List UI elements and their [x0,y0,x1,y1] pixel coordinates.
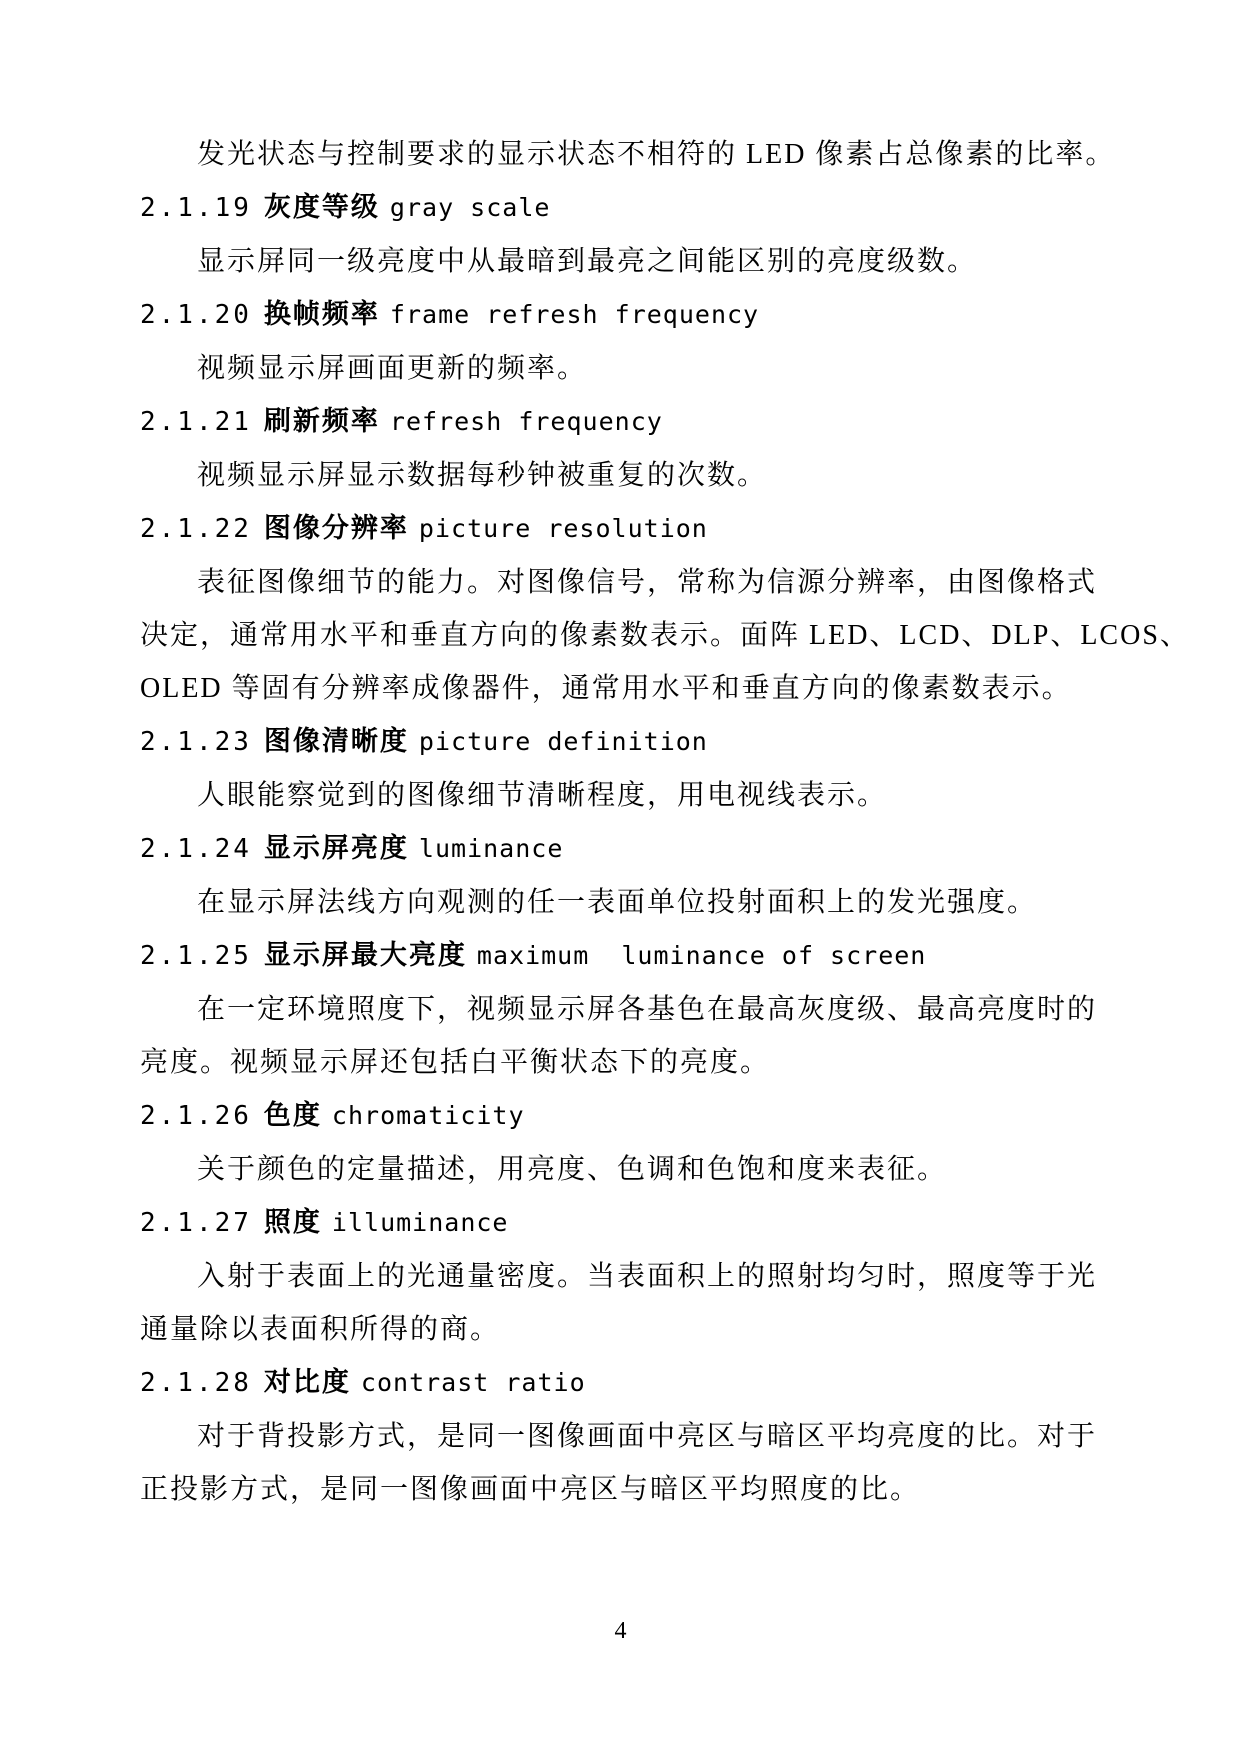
term-en: luminance [418,834,564,863]
term-heading [140,502,1125,556]
term-en: picture resolution [418,514,708,543]
term-number: 2.1.24 [140,834,252,864]
term-en: picture definition [418,727,708,756]
body-line: 关于颜色的定量描述，用亮度、色调和色饱和度来表征。 [197,1154,948,1185]
term-en: gray scale [389,193,551,222]
term-heading [140,929,1125,983]
term-heading [140,181,1125,235]
page-footer [0,1618,1241,1645]
term-number: 2.1.19 [140,193,252,223]
term-heading [140,1196,1125,1250]
term-heading [140,715,1125,769]
body-line: 在显示屏法线方向观测的任一表面单位投射面积上的发光强度。 [197,887,1038,918]
term-number: 2.1.25 [140,941,252,971]
term-en: frame refresh frequency [389,300,760,329]
term-en: contrast ratio [360,1368,586,1397]
body-line: 亮度。视频显示屏还包括白平衡状态下的亮度。 [140,1047,771,1078]
body-line: 对于背投影方式，是同一图像画面中亮区与暗区平均亮度的比。对于 [197,1421,1098,1452]
body-line: 视频显示屏显示数据每秒钟被重复的次数。 [197,460,768,491]
term-zh: 图像分辨率 [263,513,409,543]
term-en: illuminance [331,1208,509,1237]
page-number: 4 [614,1618,627,1644]
body-line: 通量除以表面积所得的商。 [140,1314,501,1345]
term-zh: 灰度等级 [263,192,380,222]
term-zh: 对比度 [263,1367,351,1397]
term-heading [140,822,1125,876]
term-number: 2.1.26 [140,1101,252,1131]
body-line: 人眼能察觉到的图像细节清晰程度，用电视线表示。 [197,780,888,811]
body-line: 入射于表面上的光通量密度。当表面积上的照射均匀时，照度等于光 [197,1261,1098,1292]
term-number: 2.1.20 [140,300,252,330]
term-zh: 显示屏亮度 [263,833,409,863]
term-number: 2.1.23 [140,727,252,757]
term-number: 2.1.28 [140,1368,252,1398]
body-line: 正投影方式，是同一图像画面中亮区与暗区平均照度的比。 [140,1474,921,1505]
body-line: 在一定环境照度下，视频显示屏各基色在最高灰度级、最高亮度时的 [197,994,1098,1025]
body-line: 决定，通常用水平和垂直方向的像素数表示。面阵 LED、LCD、DLP、LCOS、 [140,620,1190,651]
term-heading [140,1089,1125,1143]
document-content [140,128,1190,1516]
body-line: 发光状态与控制要求的显示状态不相符的 LED 像素占总像素的比率。 [197,139,1116,170]
term-zh: 色度 [263,1100,322,1130]
body-line: OLED 等固有分辨率成像器件，通常用水平和垂直方向的像素数表示。 [140,673,1072,704]
term-number: 2.1.22 [140,514,252,544]
term-en: chromaticity [331,1101,525,1130]
term-heading [140,1356,1125,1410]
term-zh: 显示屏最大亮度 [263,940,467,970]
term-zh: 换帧频率 [263,299,380,329]
term-number: 2.1.27 [140,1208,252,1238]
term-en: maximum luminance of screen [476,941,927,970]
body-line: 视频显示屏画面更新的频率。 [197,353,588,384]
term-heading [140,395,1125,449]
body-line: 表征图像细节的能力。对图像信号，常称为信源分辨率，由图像格式 [197,567,1098,598]
body-line: 显示屏同一级亮度中从最暗到最亮之间能区别的亮度级数。 [197,246,978,277]
term-zh: 照度 [263,1207,322,1237]
term-heading [140,288,1125,342]
term-zh: 图像清晰度 [263,726,409,756]
term-number: 2.1.21 [140,407,252,437]
term-zh: 刷新频率 [263,406,380,436]
term-en: refresh frequency [389,407,663,436]
